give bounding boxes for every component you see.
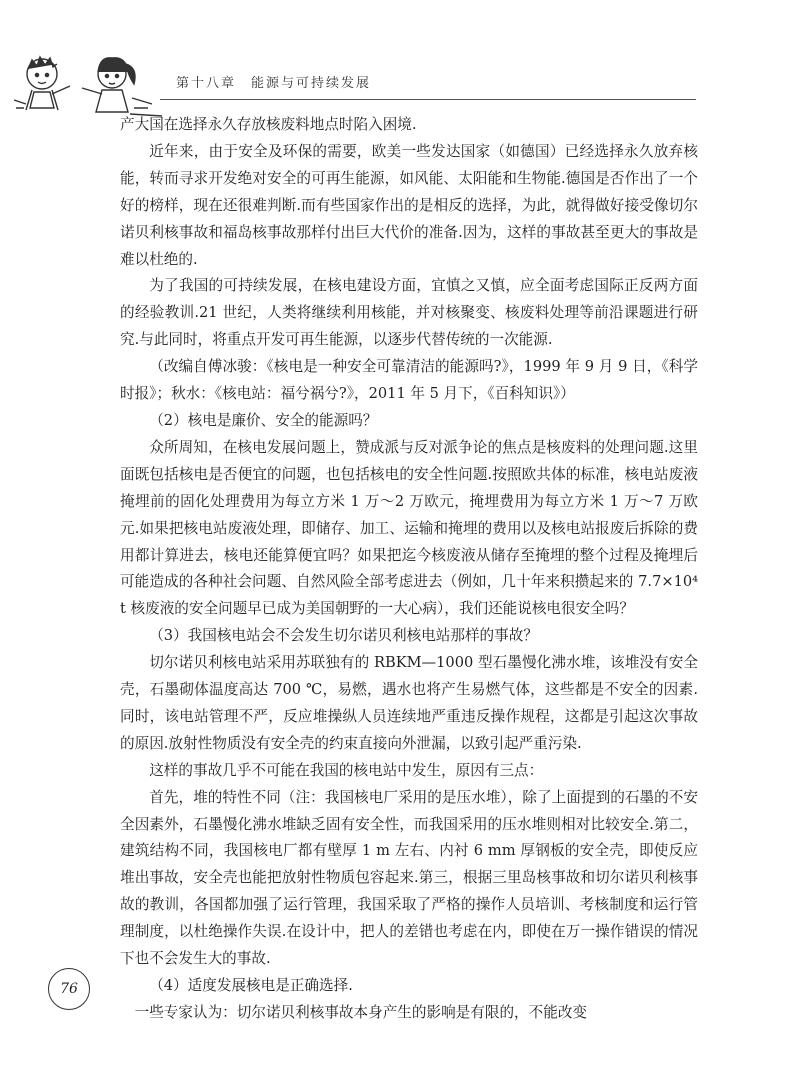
paragraph: 首先，堆的特性不同（注：我国核电厂采用的是压水堆），除了上面提到的石墨的不安全因素外，石墨慢化沸水堆缺乏固有安全性，而我国采用的压水堆则相对比较安全.第二，建筑结构不同，我国核电厂都有壁厚 1 m 左右、内衬 6 mm 厚钢板的安全壳，即使反应堆出事故，安全壳也能把放射性物质包容起来.第三，根据三里岛核事故和切尔诺贝利核事故的教训，各国都加强了运行管理，我国采取了严格的操作人员培训、考核制度和运行管理制度，以杜绝操作失误.在设计中，把人的差错也考虑在内，即使在万一操作错误的情况下也不会发生大的事故. bbox=[120, 788, 698, 968]
section-heading: （3）我国核电站会不会发生切尔诺贝利核电站那样的事故？ bbox=[149, 627, 538, 645]
paragraph: 这样的事故几乎不可能在我国的核电站中发生，原因有三点： bbox=[149, 761, 544, 779]
paragraph: 产大国在选择永久存放核废料地点时陷入困境. bbox=[120, 116, 417, 133]
children-cartoon-illustration bbox=[12, 38, 172, 118]
paragraph: 一些专家认为：切尔诺贝利核事故本身产生的影响是有限的，不能改变 bbox=[134, 1003, 588, 1021]
header-rule bbox=[160, 99, 696, 100]
body-text bbox=[120, 112, 698, 1027]
paragraph: 为了我国的可持续发展，在核电建设方面，宜慎之又慎，应全面考虑国际正反两方面的经验教训.21 世纪，人类将继续利用核能，并对核聚变、核废料处理等前沿课题进行研究.与此同时，将重点开发可再生能源，以逐步代替传统的一次能源. bbox=[120, 277, 698, 349]
section-heading: （2）核电是廉价、安全的能源吗？ bbox=[149, 411, 378, 429]
chapter-title: 第十八章 能源与可持续发展 bbox=[176, 76, 372, 91]
section-heading: （4）适度发展核电是正确选择. bbox=[149, 977, 353, 994]
paragraph: 切尔诺贝利核电站采用苏联独有的 RBKM—1000 型石墨慢化沸水堆，该堆没有安全壳，石墨砌体温度高达 700 ℃，易燃，遇水也将产生易燃气体，这些都是不安全的因素.同时，该电站管理不严，反应堆操纵人员连续地严重违反操作规程，这都是引起这次事故的原因.放射性物质没有安全壳的约束直接向外泄漏，以致引起严重污染. bbox=[120, 654, 698, 752]
page-header bbox=[0, 0, 800, 110]
page-number: 76 bbox=[48, 968, 90, 1010]
citation: （改编自傅冰骏：《核电是一种安全可靠清洁的能源吗?》，1999 年 9 月 9 日，《科学时报》；秋水：《核电站：福兮祸兮?》，2011 年 5 月下，《百科知识》） bbox=[120, 358, 698, 403]
paragraph: 众所周知，在核电发展问题上，赞成派与反对派争论的焦点是核废料的处理问题.这里面既包括核电是否便宜的问题，也包括核电的安全性问题.按照欧共体的标准，核电站废液掩埋前的固化处理费用为每立方米 1 万～2 万欧元，掩埋费用为每立方米 1 万～7 万欧元.如果把核电站废液处理，即储存、加工、运输和掩埋的费用以及核电站报废后拆除的费用都计算进去，核电还能算便宜吗？如果把迄今核废液从储存至掩埋的整个过程及掩埋后可能造成的各种社会问题、自然风险全部考虑进去（例如，几十年来积攒起来的 7.7×10⁴ t 核废液的安全问题早已成为美国朝野的一大心病），我们还能说核电很安全吗？ bbox=[120, 438, 698, 618]
paragraph: 近年来，由于安全及环保的需要，欧美一些发达国家（如德国）已经选择永久放弃核能，转而寻求开发绝对安全的可再生能源，如风能、太阳能和生物能.德国是否作出了一个好的榜样，现在还很难判断.而有些国家作出的是相反的选择，为此，就得做好接受像切尔诺贝利核事故和福岛核事故那样付出巨大代价的准备.因为，这样的事故甚至更大的事故是难以杜绝的. bbox=[120, 142, 698, 268]
